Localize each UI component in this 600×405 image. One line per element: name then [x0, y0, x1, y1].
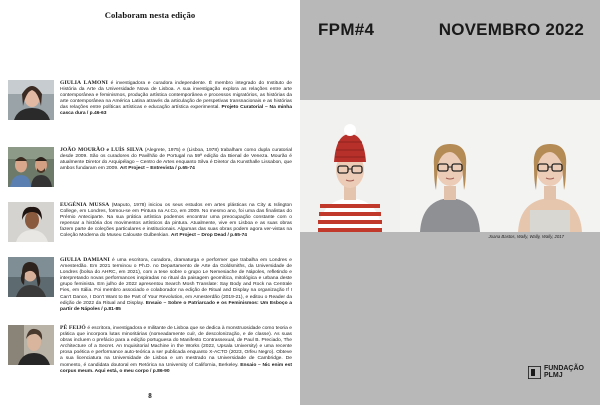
artwork-panel-2 [400, 100, 500, 232]
artwork-panel-3 [500, 100, 600, 232]
foundation-name-line1: FUNDAÇÃO [543, 365, 584, 372]
page-number: 8 [148, 392, 152, 400]
contributor-photo [8, 257, 54, 297]
contributor-credit: Ensaio – Nic enim est corpus meum. Aqui está, o meu corpo / p.86-90 [60, 362, 292, 374]
contributor-bio: é escritora, investigadora e militante de Lisboa que se dedica à monstruosidade como teoria e prática que incorpora lutas minoritárias (nomeadamente cuír, de descolonização, e de classe). As suas obras incluem o prefácio para a edição portuguesa do Manifesto Contrassexual, de Paul B. Preciado, The Architecture of a Secret. An Inquisitorial Machine in the Works (2022, Upsala University) e uma recente prosa poética e performance auto-teórica a ser publicada enquanto X-ACTO (2023, Orfeu Negro). Obteve a sua licenciatura na Universidade de Lisboa e um mestrado na Universidade de Cambridge. De momento, é candidata doutoral em Retórica na University of California, Berkeley. [60, 326, 293, 368]
issue-number: FPM#4 [318, 20, 375, 39]
page-heading: Colaboram nesta edição [104, 10, 196, 20]
artwork-triptych [300, 100, 600, 232]
contributor-photo [8, 80, 54, 120]
contributor-photo [8, 202, 54, 242]
contributor-bio: é uma escritora, curadora, dramaturga e performer que trabalha em Londres e Amesterdão. Em 2021 terminou o Ph.D. no Departamento de Arte da Goldsmiths, da Universidade de Londres (bolsa do AHRC, em 2021), com a tese sobre o grupo Le Nemesiache de Nápoles, refletindo e interpretando novas performances inspiradas no ritual da paisagem geomítica, mitológica e urbana deste grupo feminista. Em julho de 2022 apresentou Search Mosh Translate: Say Body and Rock na Centrale Fies, em Itália. Foi membro associado e colaborador na edição de Ritual and Display na organização If I Can't Dance, I Don't Want to Be Part of Your Revolution, em Amesterdão (2019-21), e editou o Reader da edição de 2022 da Ritual and Display. [60, 258, 293, 306]
contributor-photo [8, 147, 54, 187]
artwork-panel-1 [300, 100, 400, 232]
right-page [300, 0, 600, 405]
contributor-pe-feijo [8, 325, 292, 375]
contributor-name: JOÃO MOURÃO [60, 147, 105, 153]
contributor-name: EUGÉNIA MUSSA [60, 202, 110, 208]
contributor-name: PÊ FEIJÓ [60, 325, 86, 331]
contributor-credit: Projeto Curatorial – Na minha casca dura / p.46-63 [60, 105, 292, 117]
contributor-giulia-lamoni [8, 80, 292, 120]
contributor-name: GIULIA DAMIANI [60, 257, 110, 263]
contributor-name: GIULIA LAMONI [60, 80, 108, 86]
foundation-mark-icon [528, 366, 541, 379]
contributor-photo [8, 325, 54, 365]
artwork-caption: Joana Bastos, Wally, Wally, Wally, 2017 [488, 234, 564, 239]
contributor-giulia-damiani [8, 257, 292, 313]
contributor-name-second: LUÍS SILVA [111, 147, 143, 153]
contributor-credit: Ensaio – Sobre o Patriarcado e os Feminismos: Um Esboço a partir de Nápoles / p.81-85 [60, 300, 292, 312]
contributor-bio: (Maputo, 1978) iniciou os seus estudos em artes plásticas na City & Islington College, em Londres, formou-se em Pintura na Ar.Co, em 2009. No mesmo ano, foi uma das finalistas do Prémio Anteciparte. Na sua prática artística podemos encontrar uma preocupação constante com o repensar a história dos movimentos artísticos da pintura. Atualmente, vive em Lisboa e as suas obras fazem parte de coleções particulares e institucionais. Algumas das suas obras podem agora ver-vistas na Coleção Moderna do Museu Calouste Gulbenkian. [60, 203, 292, 239]
foundation-name-line2: PLMJ [543, 372, 563, 379]
contributor-bio: é investigadora e curadora independente. É membro integrado do Instituto de História da Arte da Universidade Nova de Lisboa. A sua investigação explora as relações entre arte contemporânea e feminismos, produção artística contemporânea e processos migratórios, as histórias da arte contemporânea na América Latina através da articulação de perspetivas transnacionais e as histórias das relações entre políticas artísticas e educação artística experimental. [60, 81, 292, 111]
issue-date: NOVEMBRO 2022 [438, 20, 584, 39]
contributor-bio: (Alegrete, 1975) e (Lisboa, 1978) trabalham como dupla curatorial desde 2009. São os curadores do Pavilhão de Portugal na 59ª edição da Bienal de Veneza. Mourão é atualmente Diretor do Arquipélago – Centro de Artes enquanto Silva é Diretor da Kunsthalle Lissabon, que ambos fundaram em 2009. [60, 148, 293, 172]
contributor-credit: Art Project – Drop Dead / p.65-74 [170, 233, 248, 239]
contributor-mourao-silva: JOÃO MOURÃO e LUÍS SILVA (Alegrete, 1975) e (Lisboa, 1978) trabalham como dupla curatorial desde 2009. São os curadores do Pavilhão de Portugal na 59ª edição da Bienal de Veneza. Mourão é atualmente Diretor do Arquipélago – Centro de Artes enquanto Silva é Diretor da Kunsthalle Lissabon, que ambos fundaram em 2009. Art Project – Entrevista / p.65-74 [8, 147, 292, 187]
contributor-credit: Art Project – Entrevista / p.65-74 [119, 166, 195, 172]
foundation-logo [528, 365, 584, 379]
contributor-eugenia-mussa [8, 202, 292, 242]
